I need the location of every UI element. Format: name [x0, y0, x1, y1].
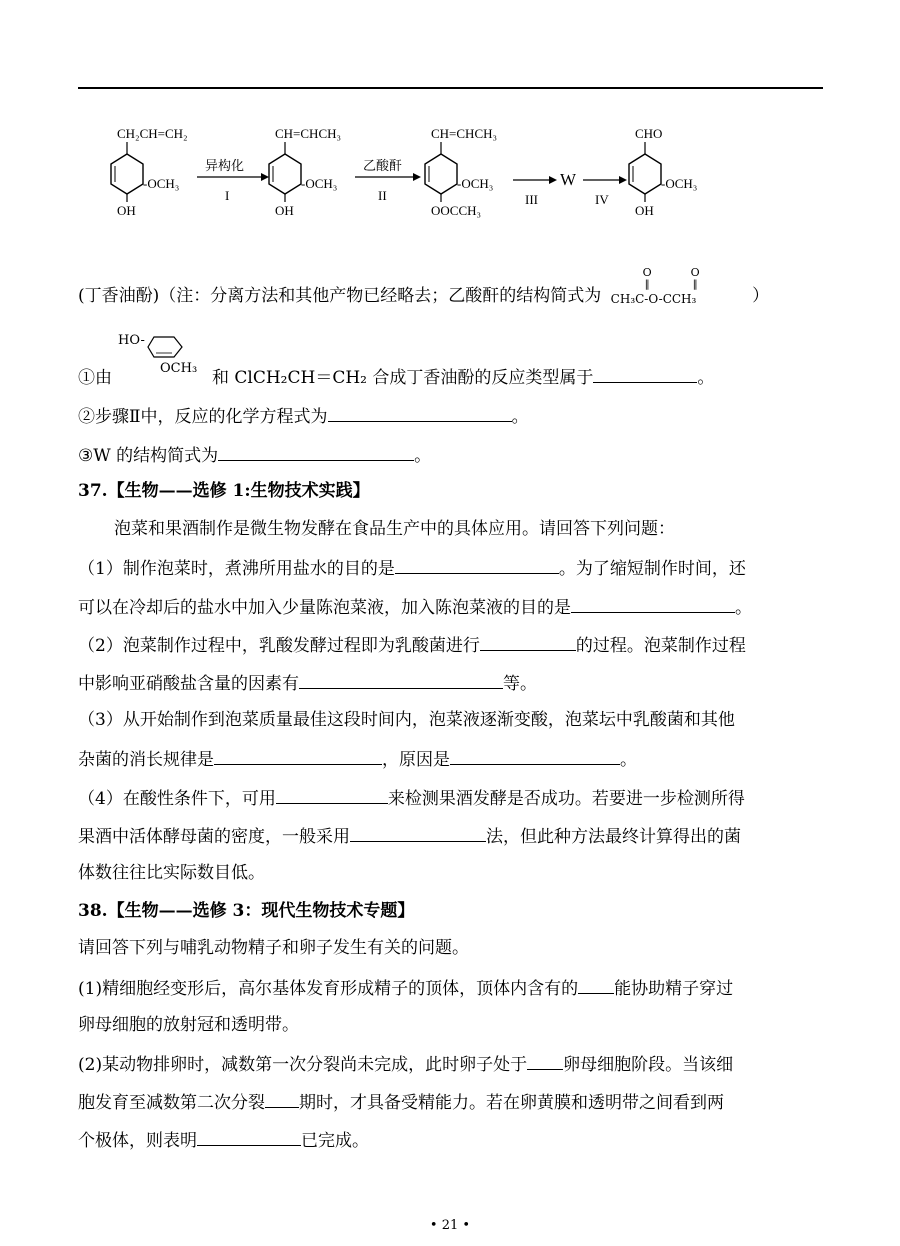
- arrow-step-1: [197, 158, 269, 203]
- s38-p1-line2: 卵母细胞的放射冠和透明带。: [78, 1015, 299, 1035]
- s37-p4-line1: （4）在酸性条件下，可用 来检测果酒发酵是否成功。若要进一步检测所得: [78, 785, 823, 811]
- answer-blank[interactable]: [593, 364, 697, 383]
- s38-p2-line1: (2)某动物排卵时，减数第一次分裂尚未完成，此时卵子处于 卵母细胞阶段。当该细: [78, 1051, 823, 1077]
- m1-oh: OH: [117, 203, 136, 218]
- s38-p2-line2: 胞发育至减数第二次分裂 期时，才具备受精能力。若在卵黄膜和透明带之间看到两: [78, 1089, 823, 1115]
- anhydride-o2: O: [690, 265, 700, 279]
- answer-blank[interactable]: [265, 1089, 299, 1108]
- w-label: W: [560, 170, 577, 189]
- arrow1-top: 异构化: [205, 158, 245, 173]
- m4-och3: -OCH₃: [661, 176, 698, 191]
- s37-p2-line2: 中影响亚硝酸盐含量的因素有 等。: [78, 670, 823, 696]
- section-37-intro: 泡菜和果酒制作是微生物发酵在食品生产中的具体应用。请回答下列问题：: [114, 519, 675, 539]
- arrow-step-4: [583, 176, 627, 207]
- s38-p2-line3: 个极体，则表明 已完成。: [78, 1127, 823, 1153]
- molecule-isoeugenol: [269, 126, 341, 218]
- arrow4-bottom: IV: [595, 192, 609, 207]
- molecule-vanillin: [629, 126, 697, 218]
- section-38-intro: 请回答下列与哺乳动物精子和卵子发生有关的问题。: [78, 938, 469, 958]
- answer-blank[interactable]: [214, 746, 382, 765]
- arrow2-bottom: II: [378, 188, 387, 203]
- answer-blank[interactable]: [350, 823, 486, 842]
- question-3: ③W 的结构简式为 。: [78, 442, 823, 468]
- answer-blank[interactable]: [578, 975, 614, 994]
- answer-blank[interactable]: [571, 594, 735, 613]
- molecule-eugenol: [111, 126, 188, 218]
- s37-p3-line1: （3）从开始制作到泡菜质量最佳这段时间内，泡菜液逐渐变酸，泡菜坛中乳酸菌和其他: [78, 710, 735, 730]
- m2-och3: -OCH₃: [301, 176, 338, 191]
- question-1: ①由 和 ClCH₂CH＝CH₂ 合成丁香油酚的反应类型属于 。: [78, 364, 823, 390]
- reaction-scheme: [95, 118, 715, 233]
- note-line: (丁香油酚)（注：分离方法和其他产物已经略去；乙酸酐的结构简式为 O ‖ O ‖ CH₃C-O-CCH₃ ）: [78, 284, 823, 309]
- arrow2-top: 乙酸酐: [363, 158, 403, 173]
- arrow3-bottom: III: [525, 192, 538, 207]
- question-2: ②步骤Ⅱ中，反应的化学方程式为 。: [78, 403, 823, 429]
- s37-p1-line1: （1）制作泡菜时，煮沸所用盐水的目的是 。为了缩短制作时间，还: [78, 555, 823, 581]
- answer-blank[interactable]: [299, 670, 503, 689]
- answer-blank[interactable]: [480, 632, 576, 651]
- benzene-icon: [146, 329, 186, 365]
- note-text: (丁香油酚)（注：分离方法和其他产物已经略去；乙酸酐的结构简式为: [78, 286, 602, 306]
- m2-oh: OH: [275, 203, 294, 218]
- answer-blank[interactable]: [450, 746, 620, 765]
- m1-och3: -OCH₃: [143, 176, 180, 191]
- s37-p1-line2: 可以在冷却后的盐水中加入少量陈泡菜液，加入陈泡菜液的目的是 。: [78, 594, 823, 620]
- answer-blank[interactable]: [218, 442, 414, 461]
- m1-top: CH₂CH=CH₂: [117, 126, 188, 141]
- arrow-step-2: [355, 158, 421, 203]
- arrow-step-3: [513, 170, 577, 207]
- m2-top: CH=CHCH₃: [275, 126, 342, 141]
- section-37-heading: 37.【生物——选修 1:生物技术实践】: [78, 481, 370, 501]
- molecule-acetyl: [425, 126, 497, 218]
- answer-blank[interactable]: [276, 785, 388, 804]
- section-38-heading: 38.【生物——选修 3：现代生物技术专题】: [78, 901, 415, 921]
- m3-och3: -OCH₃: [457, 176, 494, 191]
- m3-sub: OOCCH₃: [431, 203, 482, 218]
- answer-blank[interactable]: [527, 1051, 563, 1070]
- m4-top: CHO: [635, 126, 663, 141]
- s37-p3-line2: 杂菌的消长规律是 ，原因是 。: [78, 746, 823, 772]
- guaiacol-structure: HO- OCH₃: [118, 333, 218, 383]
- s37-p2-line1: （2）泡菜制作过程中，乳酸发酵过程即为乳酸菌进行 的过程。泡菜制作过程: [78, 632, 823, 658]
- header-rule: [78, 87, 823, 89]
- s38-p1-line1: (1)精细胞经变形后，高尔基体发育形成精子的顶体，顶体内含有的 能协助精子穿过: [78, 975, 823, 1001]
- s37-p4-line2: 果酒中活体酵母菌的密度，一般采用 法，但此种方法最终计算得出的菌: [78, 823, 823, 849]
- answer-blank[interactable]: [328, 403, 512, 422]
- page-number: • 21 •: [429, 1218, 471, 1233]
- arrow1-bottom: I: [225, 188, 230, 203]
- anhydride-o1: O: [642, 265, 652, 279]
- m4-oh: OH: [635, 203, 654, 218]
- answer-blank[interactable]: [197, 1127, 301, 1146]
- s37-p4-line3: 体数往往比实际数目低。: [78, 863, 265, 883]
- anhydride-formula: O ‖ O ‖ CH₃C-O-CCH₃: [607, 285, 747, 309]
- answer-blank[interactable]: [395, 555, 559, 574]
- m3-top: CH=CHCH₃: [431, 126, 498, 141]
